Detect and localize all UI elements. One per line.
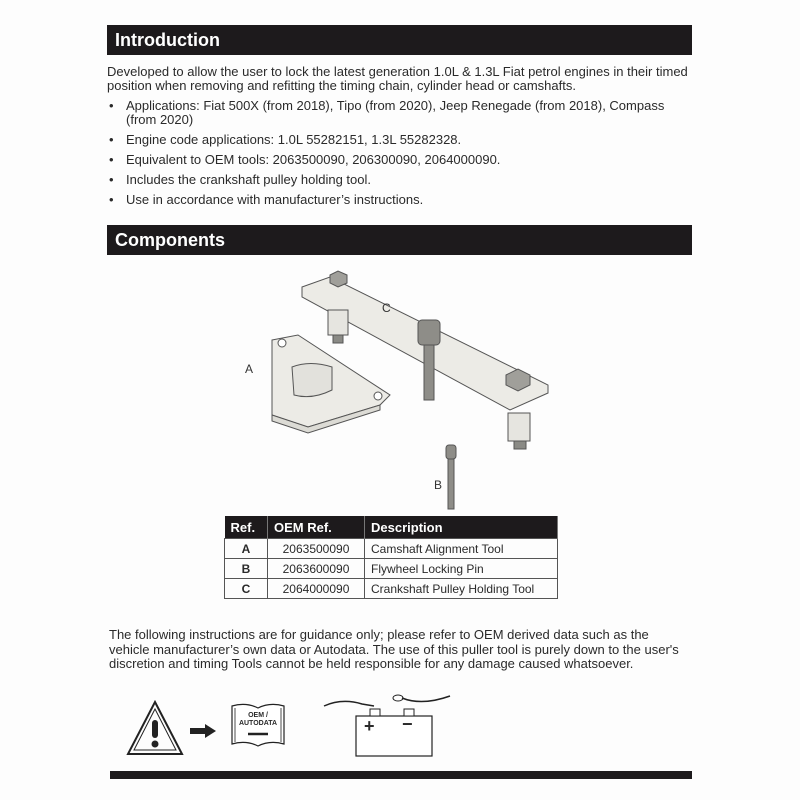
cell-oem-ref: 2063500090 [268,539,365,559]
cell-description: Camshaft Alignment Tool [365,539,558,559]
introduction-body [107,65,697,213]
diagram-label-a: A [245,362,254,376]
diagram-label-b: B [434,478,443,492]
cell-description: Flywheel Locking Pin [365,559,558,579]
cell-description: Crankshaft Pulley Holding Tool [365,579,558,599]
cell-oem-ref: 2063600090 [268,559,365,579]
column-header-ref: Ref. [225,516,268,539]
table-row [225,559,558,579]
disclaimer-text: The following instructions are for guidance only; please refer to OEM derived data such as the vehicle manufacturer’s own data or Autodata. The use of this puller tool is purely down to the user's discretion and timing Tools cannot be held responsible for any damage caused whatsoever. [109,627,679,671]
camshaft-alignment-tool-illustration [272,335,390,433]
column-header-oem-ref: OEM Ref. [268,516,365,539]
battery-negative-label: − [402,714,413,734]
oem-autodata-book-icon [228,700,288,750]
section-header-components: Components [107,225,692,255]
arrow-right-icon [190,724,216,738]
components-table [224,516,558,599]
battery-disconnect-icon [322,692,452,760]
cell-ref: C [225,579,268,599]
intro-bullet-list [107,99,697,207]
footer-bar [110,771,692,779]
table-row [225,579,558,599]
battery-positive-label: + [364,716,375,736]
bullet-item: • Equivalent to OEM tools: 2063500090, 206300090, 2064000090. [107,153,697,167]
book-label-autodata: AUTODATA [238,720,278,727]
column-header-description: Description [365,516,558,539]
cell-oem-ref: 2064000090 [268,579,365,599]
warning-triangle-icon [126,700,184,756]
components-diagram [230,255,570,510]
table-row [225,539,558,559]
cell-ref: B [225,559,268,579]
section-header-introduction: Introduction [107,25,692,55]
intro-paragraph: Developed to allow the user to lock the latest generation 1.0L & 1.3L Fiat petrol engines in their timed position when removing and refitting the timing chain, cylinder head or camshafts. [107,64,688,93]
diagram-label-c: C [382,301,391,315]
table-header-row [225,516,558,539]
book-label-oem: OEM / [248,712,268,719]
bullet-item: • Engine code applications: 1.0L 55282151, 1.3L 55282328. [107,133,697,147]
cell-ref: A [225,539,268,559]
bullet-item: • Use in accordance with manufacturer’s instructions. [107,193,697,207]
flywheel-locking-pin-illustration [446,445,456,509]
bullet-item: • Applications: Fiat 500X (from 2018), Tipo (from 2020), Jeep Renegade (from 2018), Compass (from 2020) [107,99,697,127]
bullet-item: • Includes the crankshaft pulley holding tool. [107,173,697,187]
